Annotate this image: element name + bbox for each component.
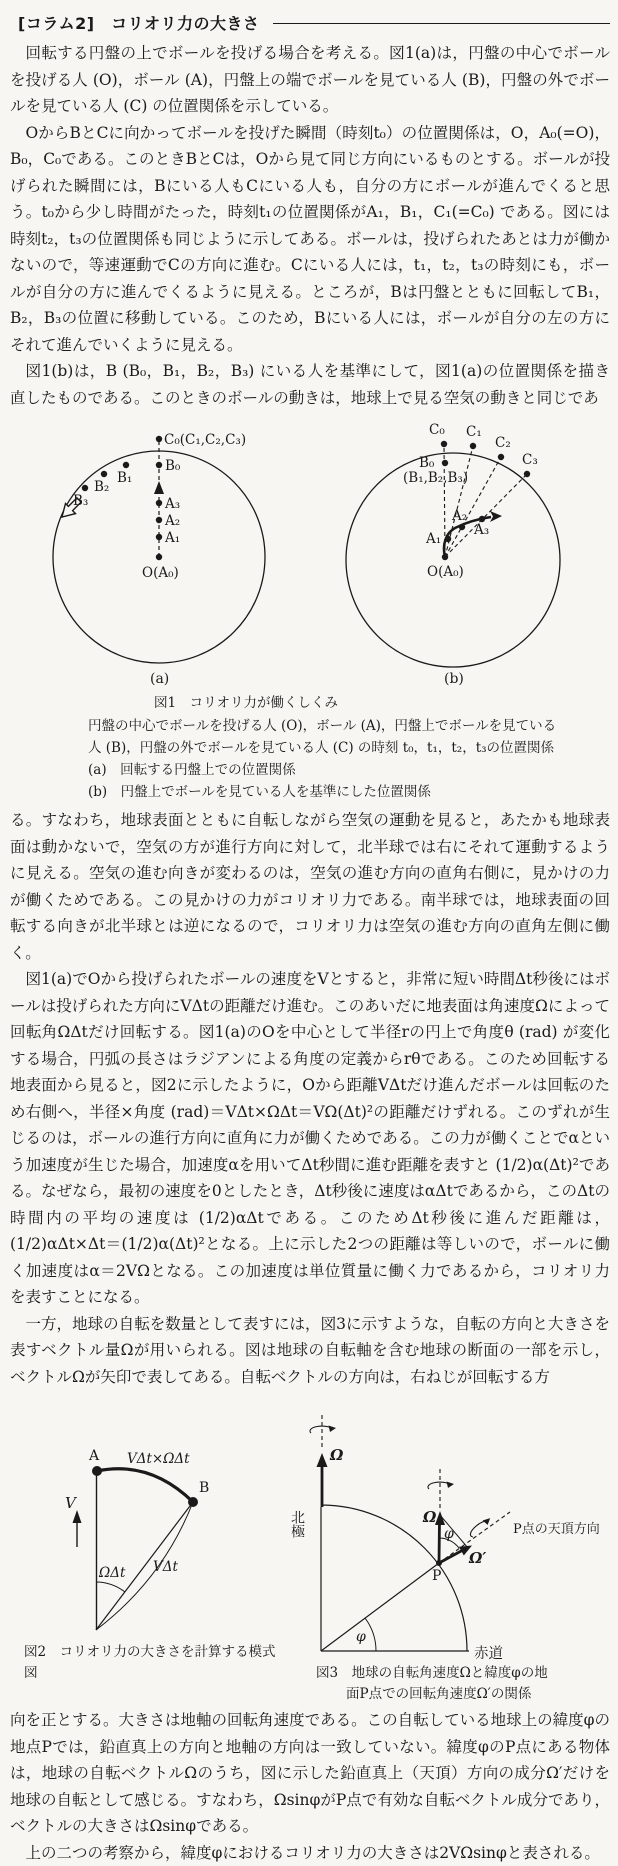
rotation-arrow-icon [310, 1426, 336, 1434]
label-a1: A₁ [425, 531, 441, 547]
label-phi-p: φ [444, 1526, 454, 1542]
figure-2-3-block [24, 1394, 610, 1705]
point-a-dot [92, 1466, 102, 1476]
figure-3-diagram [280, 1408, 610, 1663]
figure-3 [280, 1408, 610, 1705]
label-a2: A₂ [164, 513, 180, 529]
paragraph-1: 回転する円盤の上でボールを投げる場合を考える。図1(a)は，円盤の中心でボールを投げる人 (O)，ボール (A)，円盤上の端でボールを見ている人 (B)，円盤の外でボールを見ている人 (C) の位置関係を示している。 [10, 40, 610, 120]
paragraph-3: 図1(b)は，B (B₀，B₁，B₂，B₃) にいる人を基準にして，図1(a)の位置関係を描き直したものである。このときのボールの動きは，地球上で見る空気の動きと同じであ [10, 358, 610, 411]
paragraph-5: 図1(a)でOから投げられたボールの速度をVとすると，非常に短い時間Δt秒後にはボールは投げられた方向にVΔtの距離だけ進む。このあいだに地表面は角速度Ωによって回転角ΩΔtだけ回転する。図1(a)のOを中心として半径rの円上で角度θ (rad) が変化する場合，円弧の長さはラジアンによる角度の定義からrθである。このため回転する地表面から見ると，図2に示したように，Oから距離VΔtだけ進んだボールは回転のため右側へ，半径×角度 (rad)＝VΔt×ΩΔt＝VΩ(Δt)²の距離だけずれる。このずれが生じるのは，ボールの進行方向に直角に力が働くためである。この力が働くことでαという加速度が生じた場合，加速度αを用いてΔt秒間に進む距離を表すと (1/2)α(Δt)²である。なぜなら，最初の速度を0としたとき，Δt秒後に速度はαΔtであるから，このΔtの時間内の平均の速度は (1/2)αΔtである。このためΔt秒後に進んだ距離は，(1/2)αΔt×Δt＝(1/2)α(Δt)²となる。上に示した2つの距離は等しいので，ボールに働く加速度はα＝2VΩとなる。この加速度は単位質量に働く力であるから，コリオリ力を表すことになる。 [10, 966, 610, 1311]
label-b0: B₀ [165, 458, 181, 474]
label-omega-prime: Ω′ [468, 1549, 486, 1567]
label-bgroup: (B₁,B₂,B₃) [403, 470, 468, 486]
paragraph-2: OからBとCに向かってボールを投げた瞬間（時刻t₀）の位置関係は，O，A₀(=O)，B₀，C₀である。このときBとCは，Oから見て同じ方向にいるものとする。ボールが投げられた瞬間には，Bにいる人もCにいる人も，自分の方にボールが進んでくると思う。t₀から少し時間がたった，時刻t₁の位置関係がA₁，B₁，C₁(=C₀) である。図には時刻t₂，t₃の位置関係も同じように示してある。ボールは，投げられたあとは力が働かないので，等速運動でCの方向に進む。Cにいる人には，t₁，t₂，t₃の時刻にも，ボールが自分の方に進んでくるように見える。ところが，Bは円盤とともに回転してB₁，B₂，B₃の位置に移動している。このため，Bにいる人には，ボールが自分の左の方にそれて進んでいくように見える。 [10, 120, 610, 359]
label-c0: C₀(C₁,C₂,C₃) [164, 432, 246, 448]
label-phi-origin: φ [356, 1629, 366, 1645]
figure-1-caption [88, 691, 610, 803]
label-c2: C₂ [495, 435, 511, 451]
ball-and-observer-dots [82, 436, 162, 560]
rotation-arrow-icon [428, 1482, 454, 1490]
paragraph-6: 一方，地球の自転を数量として表すには，図3に示すような，自転の方向と大きさを表すベクトル量Ωが用いられる。図は地球の自転軸を含む地球の断面の一部を示し，ベクトルΩが矢印で表してある。自転ベクトルの方向は，右ねじが回転する方 [10, 1311, 610, 1391]
omega-pole-arrowhead [317, 1453, 328, 1467]
label-a1: A₁ [164, 530, 180, 546]
omega-p-arrow-shaft [439, 1520, 440, 1563]
label-v: V [65, 1494, 78, 1512]
paragraph-7: 向を正とする。大きさは地軸の回転角速度である。この自転している地球上の緯度φの地点Pでは，鉛直真上の方向と地軸の方向は一致していない。緯度φのP点にある物体は，地球の自転ベクトルΩのうち，図に示した鉛直真上（天頂）方向の成分Ω′だけを地球の自転として感じる。すなわち，ΩsinφがP点で有効な自転ベクトル成分であり，ベクトルの大きさはΩsinφである。 [10, 1707, 610, 1840]
ball-path-arrowhead [490, 511, 502, 522]
figure-2 [24, 1394, 276, 1705]
label-a2: A₂ [451, 508, 467, 524]
label-b2: B₂ [94, 479, 109, 495]
label-o: O(A₀) [142, 565, 179, 581]
label-o: O(A₀) [427, 564, 464, 580]
label-p: P [432, 1568, 441, 1584]
label-b0: B₀ [419, 455, 435, 471]
figure-1a-disk-diagram [12, 417, 307, 689]
paragraph-4: る。すなわち，地球表面とともに自転しながら空気の運動を見ると，あたかも地球表面は動かないで，空気の方が進行方向に対して，北半球では右にそれて運動するように見える。空気の進む向きが変わるのは，空気の進む方向の直角右側に，見かけの力が働くためである。この見かけの力がコリオリ力である。南半球では，地球表面の回転する向きが北半球とは逆になるので，コリオリ力は空気の進む方向の直角左側に働く。 [10, 807, 610, 966]
label-omega-dt: ΩΔt [98, 1565, 126, 1581]
ball-velocity-arrowhead [154, 481, 164, 494]
paragraph-8: 上の二つの考察から，緯度φにおけるコリオリ力の大きさは2VΩsinφと表される。 [10, 1840, 610, 1866]
label-c3: C₃ [522, 452, 538, 468]
column-title: [コラム2] コリオリ力の大きさ [18, 11, 259, 34]
point-b-dot [188, 1497, 198, 1507]
figure-1b-disk-diagram [313, 417, 608, 689]
column-header [18, 10, 610, 34]
figure-1-caption-line: 人 (B)，円盤の外でボールを見ている人 (C) の時刻 t₀，t₁，t₂，t₃の位置関係 [88, 737, 610, 759]
latitude-radius-line [321, 1563, 439, 1651]
label-b3: B₃ [73, 493, 88, 509]
figure-3-caption [316, 1663, 548, 1705]
figure-1-caption-title: 図1 コリオリ力が働くしくみ [154, 691, 610, 715]
figure-2-diagram [25, 1394, 275, 1642]
deflection-arc [97, 1469, 193, 1502]
angle-arc [96, 1582, 125, 1592]
label-a: A [88, 1448, 100, 1464]
figure-1-caption-line: 円盤の中心でボールを投げる人 (O)，ボール (A)，円盤上でボールを見ている [88, 715, 610, 737]
sublabel-a: (a) [150, 671, 169, 687]
figure-1 [10, 417, 610, 689]
title-rule [273, 23, 610, 24]
label-north-pole: 北極 [289, 1510, 305, 1538]
label-b: B [199, 1480, 209, 1496]
label-a3: A₃ [473, 522, 489, 538]
rotation-arrow-icon [468, 1516, 493, 1537]
sight-lines-dashed [444, 444, 527, 557]
figure-3-caption-line-1: 図3 地球の自転角速度Ωと緯度φの地 [316, 1663, 548, 1684]
label-omega-pole: Ω [329, 1446, 344, 1464]
sublabel-b: (b) [444, 671, 464, 687]
omega-p-arrowhead [435, 1511, 445, 1525]
label-omega-p: Ω [422, 1508, 437, 1526]
figure-2-caption: 図2 コリオリ力の大きさを計算する模式図 [24, 1642, 276, 1684]
label-c0: C₀ [429, 422, 445, 438]
figure-1-caption-line: (a) 回転する円盤上での位置関係 [88, 759, 610, 781]
figure-1-caption-line: (b) 円盤上でボールを見ている人を基準にした位置関係 [88, 781, 610, 803]
label-arc-length: VΔt×ΩΔt [127, 1451, 190, 1467]
figure-3-caption-line-2: 面P点での回転角速度Ω′の関係 [346, 1684, 548, 1705]
label-b1: B₁ [117, 470, 132, 486]
omega-prime-arrow-shaft [439, 1550, 463, 1563]
label-c1: C₁ [466, 424, 482, 440]
label-a3: A₃ [164, 496, 180, 512]
label-equator: 赤道 [474, 1645, 503, 1662]
label-vdt: VΔt [153, 1559, 178, 1575]
latitude-angle-arc [365, 1618, 376, 1651]
label-zenith-direction: P点の天頂方向 [513, 1521, 600, 1537]
